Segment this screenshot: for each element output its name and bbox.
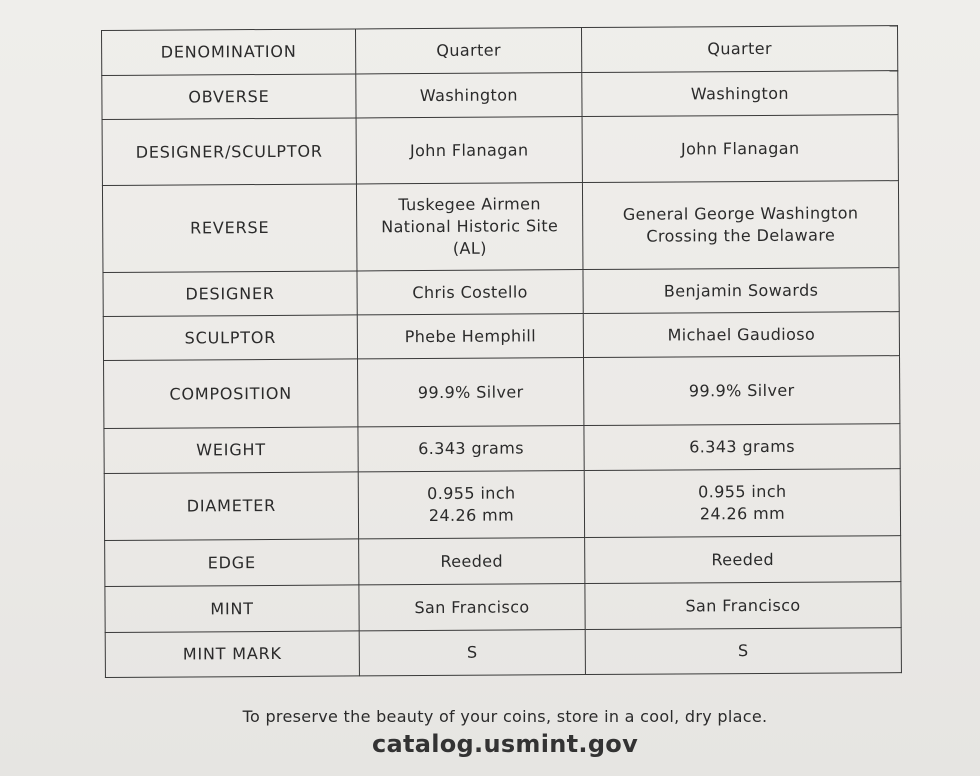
coin-a-value: 99.9% Silver	[358, 358, 584, 427]
coin-b-value: Benjamin Sowards	[583, 268, 899, 314]
coin-a-value: S	[359, 630, 585, 676]
coin-b-value: Michael Gaudioso	[583, 312, 899, 358]
row-label: DENOMINATION	[102, 29, 356, 76]
coin-a-value: Tuskegee Airmen National Historic Site (AL)	[356, 183, 583, 271]
table-row	[103, 312, 899, 361]
table-row	[102, 71, 898, 120]
coin-a-value: Chris Costello	[357, 270, 583, 315]
table-row	[104, 356, 900, 429]
row-label: WEIGHT	[104, 427, 358, 474]
coin-b-value: San Francisco	[585, 582, 901, 630]
table-row	[105, 536, 901, 587]
row-label: DESIGNER	[103, 271, 357, 317]
row-label: DIAMETER	[104, 472, 358, 541]
table-row	[102, 115, 898, 186]
table-row	[104, 424, 900, 474]
catalog-url: catalog.usmint.gov	[371, 730, 639, 758]
coin-a-value: Reeded	[359, 538, 585, 585]
row-label: DESIGNER/SCULPTOR	[102, 118, 356, 186]
table-row	[105, 628, 901, 678]
row-label: REVERSE	[102, 184, 357, 273]
table-row	[104, 469, 900, 541]
coin-b-value: Washington	[582, 71, 898, 117]
storage-note: To preserve the beauty of your coins, store in a cool, dry place.	[242, 707, 768, 726]
row-label: COMPOSITION	[104, 359, 358, 429]
row-label: MINT	[105, 585, 359, 633]
coin-b-value: 6.343 grams	[584, 424, 900, 471]
coin-b-value: 99.9% Silver	[584, 356, 900, 426]
coin-b-value: S	[585, 628, 901, 675]
table-row	[105, 582, 901, 633]
coin-b-value: Quarter	[581, 26, 897, 73]
row-label: SCULPTOR	[103, 315, 357, 361]
table-row	[102, 26, 898, 76]
table-row	[102, 181, 899, 273]
coin-a-value: Quarter	[355, 28, 581, 74]
coin-a-value: San Francisco	[359, 584, 585, 631]
coin-a-value: John Flanagan	[356, 117, 582, 184]
coin-spec-table	[101, 25, 902, 678]
coin-b-value: John Flanagan	[582, 115, 898, 183]
coin-a-value: 6.343 grams	[358, 426, 584, 472]
coin-b-value: Reeded	[585, 536, 901, 584]
coin-a-value: Washington	[356, 73, 582, 118]
coin-b-value: General George Washington Crossing the Delaware	[582, 181, 899, 270]
table-row	[103, 268, 899, 317]
row-label: OBVERSE	[102, 74, 356, 120]
coin-a-value: 0.955 inch 24.26 mm	[358, 471, 584, 539]
row-label: MINT MARK	[105, 631, 359, 678]
coin-a-value: Phebe Hemphill	[357, 314, 583, 359]
coin-b-value: 0.955 inch 24.26 mm	[584, 469, 900, 538]
row-label: EDGE	[105, 539, 359, 587]
